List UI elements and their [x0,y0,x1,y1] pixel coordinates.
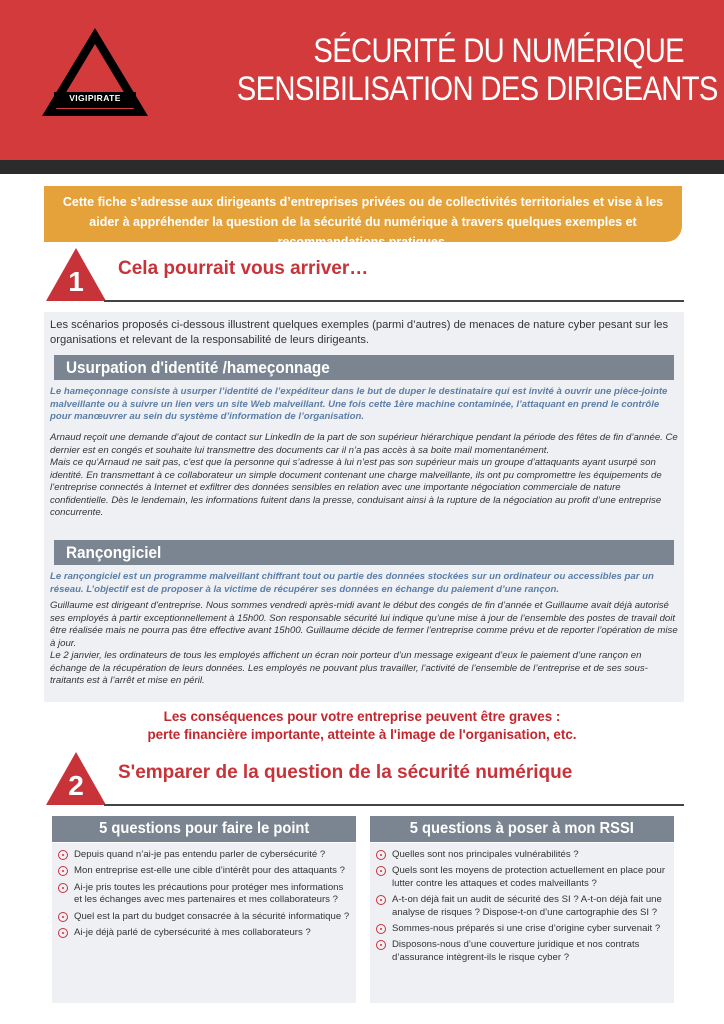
list-item: Mon entreprise est-elle une cible d’intérêt pour des attaquants ? [58,865,350,877]
list-item: Ai-je pris toutes les précautions pour protéger mes informations et les échanges avec mes partenaires et mes collaborateurs ? [58,882,350,907]
list-item: Depuis quand n’ai-je pas entendu parler de cybersécurité ? [58,849,350,861]
section-2-rule [104,804,684,806]
consequences-callout [60,708,664,744]
page-title [236,32,718,108]
bullet-icon [376,895,386,905]
list-item: Disposons-nous d’une couverture juridique et nos contrats d’assurance intègrent-ils le risque cyber ? [376,939,668,964]
scenarios-panel [44,312,684,702]
list-item: A-t-on déjà fait un audit de sécurité des SI ? A-t-on déjà fait une analyse de risques ? Dispose-t-on d’une cartographie des SI ? [376,894,668,919]
ransomware-lead: Le rançongiciel est un programme malveillant chiffrant tout ou partie des données stockées sur un ordinateur ou accessibles par un réseau. L’objectif est de proposer à la victime de récupérer ses données en échange du paiement d’une rançon. [50,571,654,595]
bullet-icon [376,850,386,860]
bullet-icon [58,866,68,876]
consequences-line-1: Les conséquences pour votre entreprise peuvent être graves : [163,709,561,724]
scenarios-intro: Les scénarios proposés ci-dessous illustrent quelques exemples (parmi d’autres) de menaces de nature cyber pesant sur les organisations et relevant de la responsabilité de leurs dirigeants. [50,319,669,346]
list-item: Quel est la part du budget consacrée à la sécurité informatique ? [58,911,350,923]
ransomware-paragraph-1: Guillaume est dirigeant d'entreprise. Nous sommes vendredi après-midi avant le début des congés de fin d’année et Guillaume avait déjà autorisé ses employés à partir exceptionnellement à 15h00. Son responsable sécurité lui indique qu’une mise à jour de l’ensemble des postes de travail doit être réalisée mais ne pourra pas être effective avant 15h00. Guillaume décide de fermer l’entreprise comme prévu et de reporter l’opération de mise à jour. [50,600,678,649]
section-1-rule [104,300,684,302]
bullet-icon [58,928,68,938]
phishing-heading [54,355,674,380]
section-2-header [44,750,684,808]
bullet-icon [376,866,386,876]
ransomware-heading-text: Rançongiciel [66,543,162,562]
logo-text: VIGIPIRATE [69,93,121,103]
section-1-title: Cela pourrait vous arriver… [118,258,369,279]
bullet-icon [58,883,68,893]
ransomware-heading [54,540,674,565]
header-divider [0,160,724,174]
phishing-story [50,432,680,520]
ransomware-paragraph-2: Le 2 janvier, les ordinateurs de tous les employés affichent un écran noir porteur d’un message exigeant d’eux le paiement d’une rançon en échange de la récupération de leurs données. Les employés ne pouvant plus travailler, l’activité de l’ensemble de l’entreprise et de ses sous-traitants est à l’arrêt et mise en péril. [50,650,648,686]
right-box-heading [370,816,674,842]
bullet-icon [58,850,68,860]
phishing-paragraph-2: Mais ce qu'Arnaud ne sait pas, c'est que la personne qui s’adresse à lui n’est pas son supérieur mais un groupe d’attaquants ayant usurpé son identité. En transmettant à ce collaborateur un simple document contenant une charge malveillante, ils ont pu compromettre les équipements de l’entreprise connectés à Internet et exfiltrer des données sensibles en relation avec une importante négociation commerciale de nature confidentielle. Dès le lendemain, les informations fuitent dans la presse, conduisant ainsi à la rupture de la négociation au profit d’une entreprise concurrente. [50,457,662,518]
section-1-header [44,246,684,304]
vigipirate-logo [40,26,150,118]
bullet-icon [376,940,386,950]
list-item: Ai-je déjà parlé de cybersécurité à mes collaborateurs ? [58,927,350,939]
list-item: Sommes-nous préparés si une crise d’origine cyber survenait ? [376,923,668,935]
ransomware-story [50,600,680,688]
phishing-paragraph-1: Arnaud reçoit une demande d’ajout de contact sur LinkedIn de la part de son supérieur hiérarchique pendant la période des fêtes de fin d’année. Ce dernier est en congés et souhaite lui transmettre des documents car il n’a pas accès à sa boite mail momentanément. [50,432,678,456]
title-line-1: SÉCURITÉ DU NUMÉRIQUE [313,32,684,70]
phishing-lead: Le hameçonnage consiste à usurper l’identité de l’expéditeur dans le but de duper le destinataire qui est invité à ouvrir une pièce-jointe malveillante ou à suivre un lien vers un site Web malveillant. Une fois cette 1ère machine contaminée, l’attaquant en prend le contrôle pour manœuvrer au sein du système d’information de l’organisation. [50,386,668,422]
right-questions-box [370,843,674,1003]
intro-box: Cette fiche s’adresse aux dirigeants d’entreprises privées ou de collectivités territoriales et vise à les aider à appréhender la question de la sécurité du numérique à travers quelques exemples et recommandations pratiques. [44,186,682,242]
section-1-number: 1 [68,266,84,297]
left-questions-box [52,843,356,1003]
right-box-heading-text: 5 questions à poser à mon RSSI [409,820,635,837]
bullet-icon [58,912,68,922]
bullet-icon [376,924,386,934]
list-item: Quels sont les moyens de protection actuellement en place pour lutter contre les attaques et codes malveillants ? [376,865,668,890]
phishing-heading-text: Usurpation d'identité /hameçonnage [66,358,330,377]
left-box-heading [52,816,356,842]
section-2-number: 2 [68,770,84,801]
title-line-2: SENSIBILISATION DES DIRIGEANTS [236,70,718,108]
section-2-title: S'emparer de la question de la sécurité numérique [118,762,573,783]
consequences-line-2: perte financière importante, atteinte à l'image de l'organisation, etc. [147,727,577,742]
list-item: Quelles sont nos principales vulnérabilités ? [376,849,668,861]
left-box-heading-text: 5 questions pour faire le point [98,820,310,837]
